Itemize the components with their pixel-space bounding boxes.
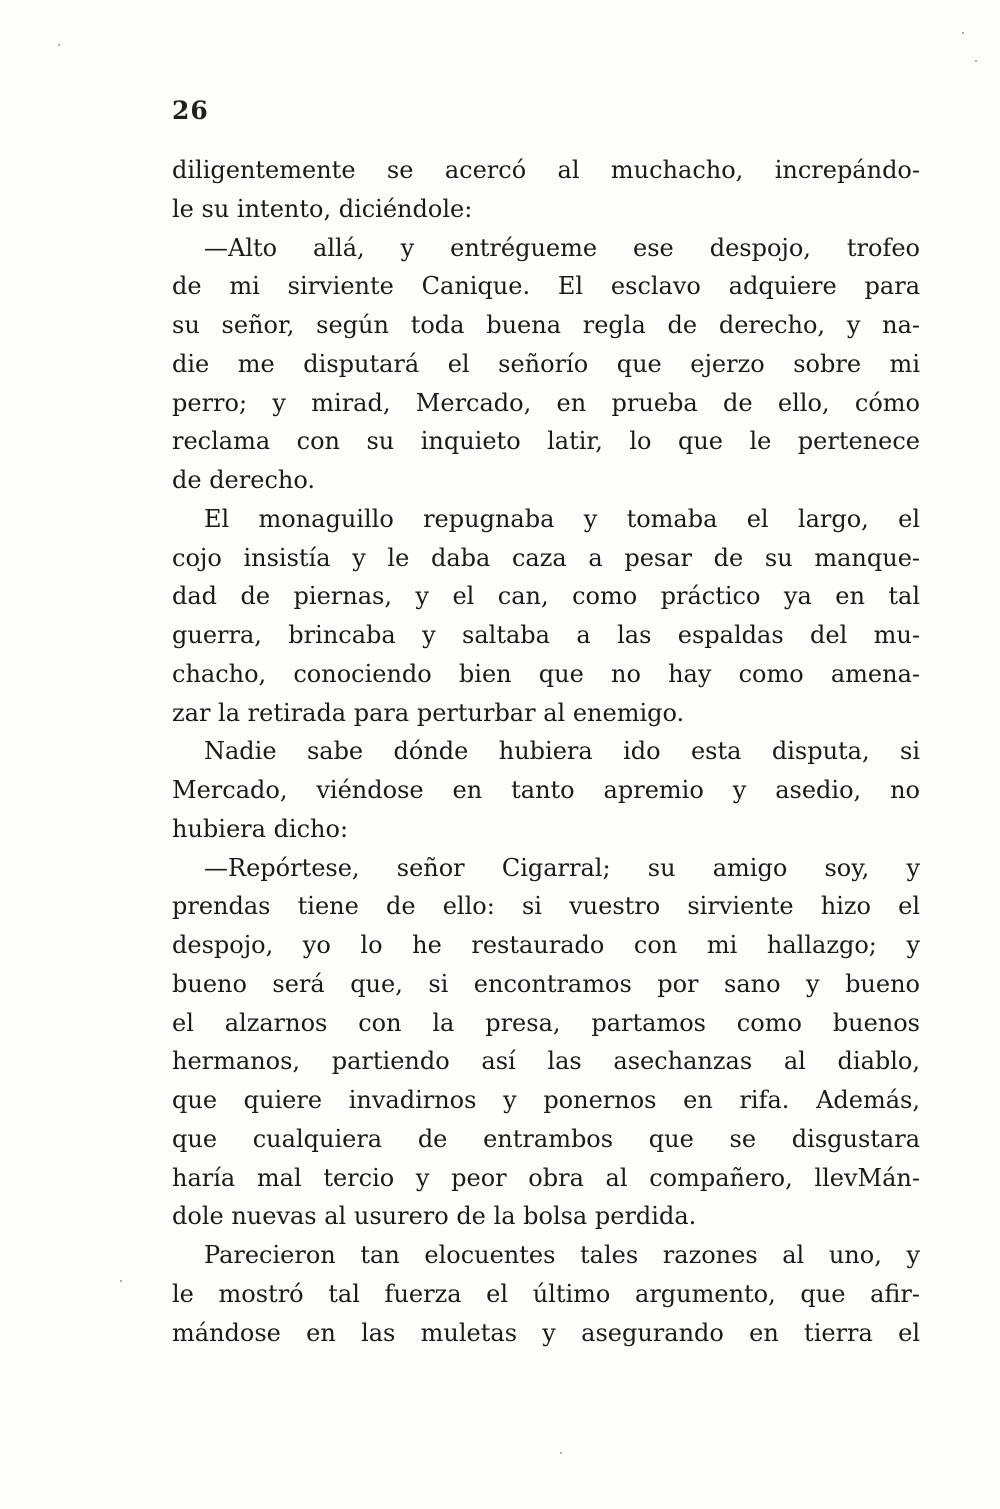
text-line: reclama con su inquieto latir, lo que le pertenece	[172, 427, 920, 456]
text-line: guerra, brincaba y saltaba a las espaldas del mu-	[172, 621, 920, 649]
text-line: diligentemente se acercó al muchacho, increpándo-	[172, 156, 920, 184]
page-number: 26	[172, 96, 209, 125]
text-line: despojo, yo lo he restaurado con mi hallazgo; y	[172, 931, 920, 959]
text-line: que quiere invadirnos y ponernos en rifa. Además,	[172, 1086, 920, 1114]
text-line: su señor, según toda buena regla de derecho, y na-	[172, 311, 920, 339]
text-line: de derecho.	[172, 466, 315, 494]
text-line: que cualquiera de entrambos que se disgustara	[172, 1124, 920, 1153]
text-line: cojo insistía y le daba caza a pesar de su manque-	[172, 543, 920, 572]
text-line: dole nuevas al usurero de la bolsa perdida.	[172, 1202, 697, 1231]
text-line: —Repórtese, señor Cigarral; su amigo soy, y	[204, 853, 920, 882]
text-line: Nadie sabe dónde hubiera ido esta disputa, si	[204, 737, 920, 766]
text-line: die me disputará el señorío que ejerzo sobre mi	[172, 349, 920, 378]
text-line: de mi sirviente Canique. El esclavo adquiere para	[172, 272, 920, 301]
text-line: le mostró tal fuerza el último argumento, que afir-	[172, 1279, 920, 1308]
text-line: el alzarnos con la presa, partamos como buenos	[172, 1008, 920, 1037]
text-line: chacho, conociendo bien que no hay como amena-	[172, 659, 920, 688]
text-line: perro; y mirad, Mercado, en prueba de ello, cómo	[172, 388, 920, 417]
text-line: bueno será que, si encontramos por sano y bueno	[172, 969, 920, 998]
text-line: zar la retirada para perturbar al enemigo.	[172, 698, 685, 727]
text-line: hermanos, partiendo así las asechanzas al diablo,	[172, 1047, 920, 1076]
text-line: dad de piernas, y el can, como práctico ya en tal	[172, 582, 920, 611]
text-line: haría mal tercio y peor obra al compañero, llevMán-	[172, 1163, 920, 1192]
text-line: Parecieron tan elocuentes tales razones al uno, y	[204, 1241, 920, 1269]
text-line: prendas tiene de ello: si vuestro sirviente hizo el	[172, 892, 920, 921]
text-line: le su intento, diciéndole:	[172, 194, 473, 223]
text-line: El monaguillo repugnaba y tomaba el largo, el	[204, 504, 920, 533]
text-line: hubiera dicho:	[172, 814, 349, 843]
body-text	[172, 151, 920, 1352]
text-line: —Alto allá, y entrégueme ese despojo, trofeo	[204, 233, 920, 262]
text-line: mándose en las muletas y asegurando en tierra el	[172, 1318, 920, 1347]
text-line: Mercado, viéndose en tanto apremio y asedio, no	[172, 776, 920, 804]
